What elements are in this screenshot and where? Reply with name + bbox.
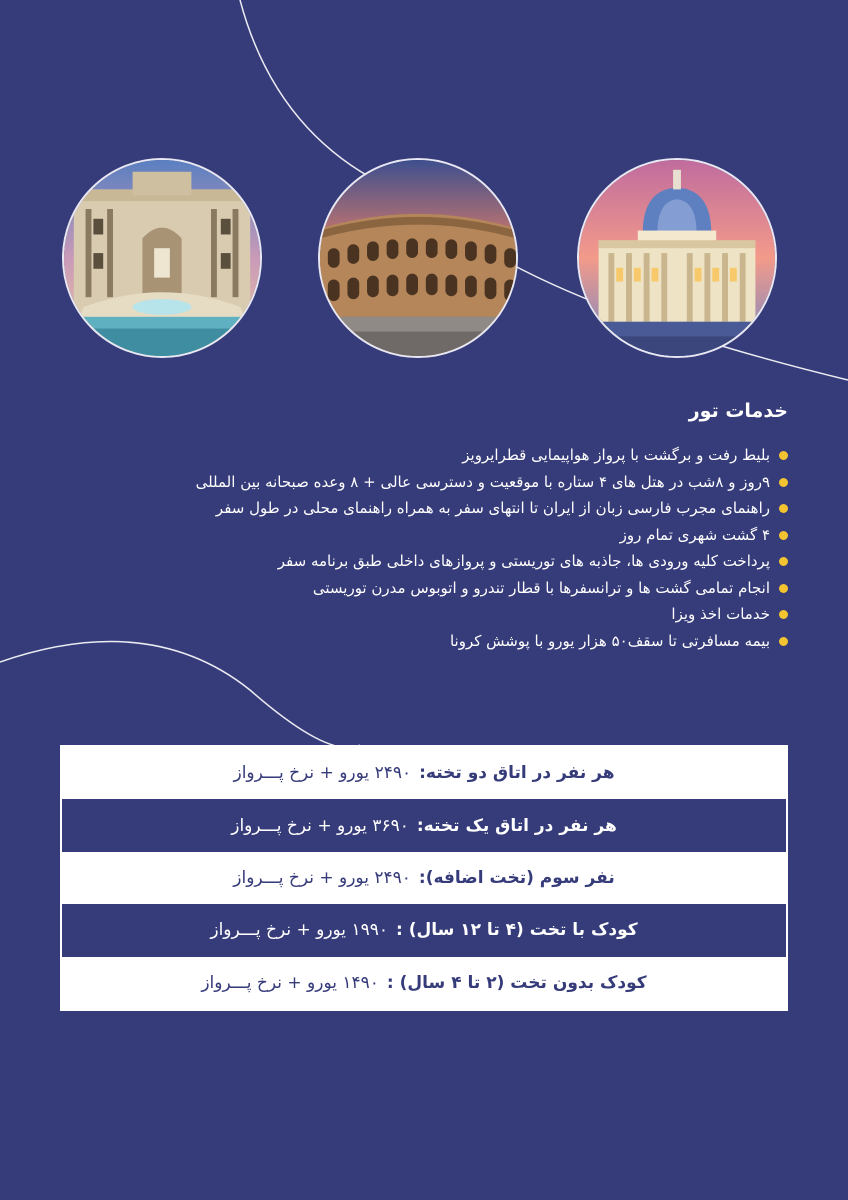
- service-text: ۴ گشت شهری تمام روز: [619, 525, 770, 544]
- price-row-double: [62, 747, 786, 799]
- service-text: خدمات اخذ ویزا: [671, 605, 770, 623]
- price-table: [60, 745, 788, 1011]
- bullet-icon: [779, 557, 788, 566]
- price-value: ۱۴۹۰ یورو + نرخ پـــرواز: [201, 972, 379, 993]
- st-peters-basilica-image: [577, 158, 777, 358]
- service-text: انجام تمامی گشت ها و ترانسفرها با قطار تندرو و اتوبوس مدرن توریستی: [312, 578, 770, 597]
- price-row-single: [62, 799, 786, 851]
- tour-services-section: [48, 400, 788, 654]
- price-label: نفر سوم (تخت اضافه):: [418, 867, 615, 888]
- bullet-icon: [779, 637, 788, 646]
- list-item: [48, 495, 788, 522]
- bullet-icon: [779, 451, 788, 460]
- bullet-icon: [779, 584, 788, 593]
- list-item: [48, 442, 788, 469]
- bullet-icon: [779, 504, 788, 513]
- price-value: ۲۴۹۰ یورو + نرخ پـــرواز: [233, 867, 411, 888]
- price-value: ۳۶۹۰ یورو + نرخ پـــرواز: [231, 815, 409, 836]
- services-title: خدمات تور: [688, 400, 788, 422]
- service-text: پرداخت کلیه ورودی ها، جاذبه های توریستی و پروازهای داخلی طبق برنامه سفر: [277, 552, 770, 570]
- bullet-icon: [779, 610, 788, 619]
- service-text: بیمه مسافرتی تا سقف۵۰ هزار یورو با پوشش کرونا: [449, 631, 770, 650]
- list-item: [48, 575, 788, 602]
- price-row-extra-bed: [62, 852, 786, 904]
- price-label: کودک با تخت (۴ تا ۱۲ سال) :: [395, 920, 638, 941]
- list-item: [48, 548, 788, 575]
- services-list: [48, 442, 788, 654]
- price-value: ۱۹۹۰ یورو + نرخ پـــرواز: [210, 920, 388, 941]
- list-item: [48, 469, 788, 496]
- colosseum-image: [318, 158, 518, 358]
- service-text: راهنمای مجرب فارسی زبان از ایران تا انتهای سفر به همراه راهنمای محلی در طول سفر: [215, 499, 770, 517]
- bullet-icon: [779, 531, 788, 540]
- price-row-child-with-bed: [62, 904, 786, 956]
- price-row-child-no-bed: [62, 957, 786, 1009]
- list-item: [48, 628, 788, 655]
- list-item: [48, 601, 788, 628]
- service-text: ۹روز و ۸شب در هتل های ۴ ستاره با موقعیت و دسترسی عالی + ۸ وعده صبحانه بین المللی: [195, 472, 770, 491]
- bullet-icon: [779, 478, 788, 487]
- price-label: هر نفر در اتاق دو تخته:: [419, 763, 615, 784]
- trevi-fountain-image: [62, 158, 262, 358]
- price-value: ۲۴۹۰ یورو + نرخ پـــرواز: [233, 763, 412, 784]
- price-label: کودک بدون تخت (۲ تا ۴ سال) :: [386, 972, 647, 993]
- list-item: [48, 522, 788, 549]
- service-text: بلیط رفت و برگشت با پرواز هواپیمایی قطرایرویز: [462, 446, 770, 464]
- price-label: هر نفر در اتاق یک تخته:: [416, 815, 617, 836]
